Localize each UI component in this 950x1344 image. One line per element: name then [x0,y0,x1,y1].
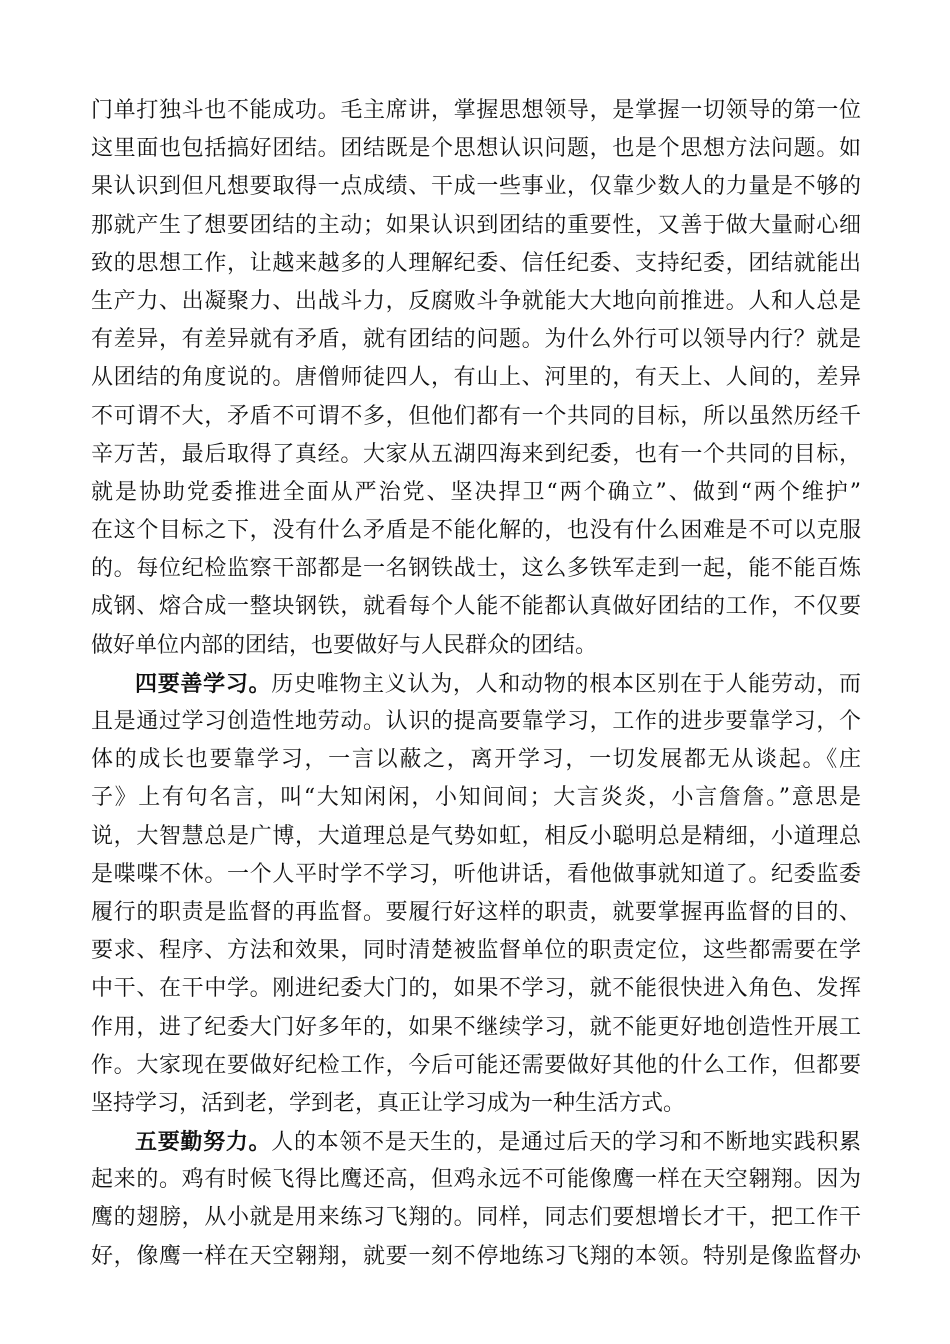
text-line: 作用，进了纪委大门好多年的，如果不继续学习，就不能更好地创造性开展工 [91,1014,861,1040]
section-heading: 五要勤努力。 [135,1129,272,1156]
text-line: 要求、程序、方法和效果，同时清楚被监督单位的职责定位，这些都需要在学 [91,938,861,964]
text-line: 门单打独斗也不能成功。毛主席讲，掌握思想领导，是掌握一切领导的第一位 [91,98,861,123]
text-line [91,1123,861,1161]
paragraph-study [91,665,861,1123]
text-line: 说，大智慧总是广博，大道理总是气势如虹，相反小聪明总是精细，小道理总 [91,823,861,849]
text-line: 履行的职责是监督的再监督。要履行好这样的职责，就要掌握再监督的目的、 [91,899,861,925]
text-line: 做好单位内部的团结，也要做好与人民群众的团结。 [91,632,598,658]
text-line: 在这个目标之下，没有什么矛盾是不能化解的，也没有什么困难是不可以克服 [91,518,861,544]
text-line: 中干、在干中学。刚进纪委大门的，如果不学习，就不能很快进入角色、发挥 [91,976,861,1002]
text-line: 就是协助党委推进全面从严治党、坚决捍卫“两个确立”、做到“两个维护” [91,479,861,505]
text-line: 果认识到但凡想要取得一点成绩、干成一些事业，仅靠少数人的力量是不够的 [91,174,861,200]
section-heading: 四要善学习。 [135,670,272,697]
text-line: 不可谓不大，矛盾不可谓不多，但他们都有一个共同的目标，所以虽然历经千 [91,403,861,429]
text-line-body: 历史唯物主义认为，人和动物的根本区别在于人能劳动，而 [271,671,861,697]
text-line: 坚持学习，活到老，学到老，真正让学习成为一种生活方式。 [91,1090,686,1116]
text-line: 从团结的角度说的。唐僧师徒四人，有山上、河里的，有天上、人间的，差异 [91,365,861,391]
text-line [91,665,861,703]
paragraph-effort [91,1123,861,1276]
text-line: 那就产生了想要团结的主动；如果认识到团结的重要性，又善于做大量耐心细 [91,212,861,238]
text-line: 且是通过学习创造性地劳动。认识的提高要靠学习，工作的进步要靠学习，个 [91,709,861,734]
text-line: 鹰的翅膀，从小就是用来练习飞翔的。同样，同志们要想增长才干，把工作干 [91,1205,861,1231]
text-line: 有差异，有差异就有矛盾，就有团结的问题。为什么外行可以领导内行？就是 [91,327,861,353]
text-line: 这里面也包括搞好团结。团结既是个思想认识问题，也是个思想方法问题。如 [91,136,861,162]
text-line-body: 人的本领不是天生的，是通过后天的学习和不断地实践积累 [271,1130,861,1156]
text-line: 子》上有句名言，叫“大知闲闲，小知间间；大言炎炎，小言詹詹。”意思是 [91,785,861,811]
text-line: 作。大家现在要做好纪检工作，今后可能还需要做好其他的什么工作，但都要 [91,1052,861,1078]
text-line: 辛万苦，最后取得了真经。大家从五湖四海来到纪委，也有一个共同的目标， [91,441,861,467]
text-line: 起来的。鸡有时候飞得比鹰还高，但鸡永远不可能像鹰一样在天空翱翔。因为 [91,1167,861,1193]
text-line: 生产力、出凝聚力、出战斗力，反腐败斗争就能大大地向前推进。人和人总是 [91,288,861,314]
text-line: 是喋喋不休。一个人平时学不学习，听他讲话，看他做事就知道了。纪委监委 [91,861,861,887]
text-line: 的。每位纪检监察干部都是一名钢铁战士，这么多铁军走到一起，能不能百炼 [91,556,861,582]
text-line: 好，像鹰一样在天空翱翔，就要一刻不停地练习飞翔的本领。特别是像监督办 [91,1243,861,1269]
text-line: 体的成长也要靠学习，一言以蔽之，离开学习，一切发展都无从谈起。《庄 [91,747,861,773]
text-line: 致的思想工作，让越来越多的人理解纪委、信任纪委、支持纪委，团结就能出 [91,250,861,276]
text-line: 成钢、熔合成一整块钢铁，就看每个人能不能都认真做好团结的工作，不仅要 [91,594,861,620]
paragraph-unity [91,92,861,665]
document-page [91,92,861,1276]
